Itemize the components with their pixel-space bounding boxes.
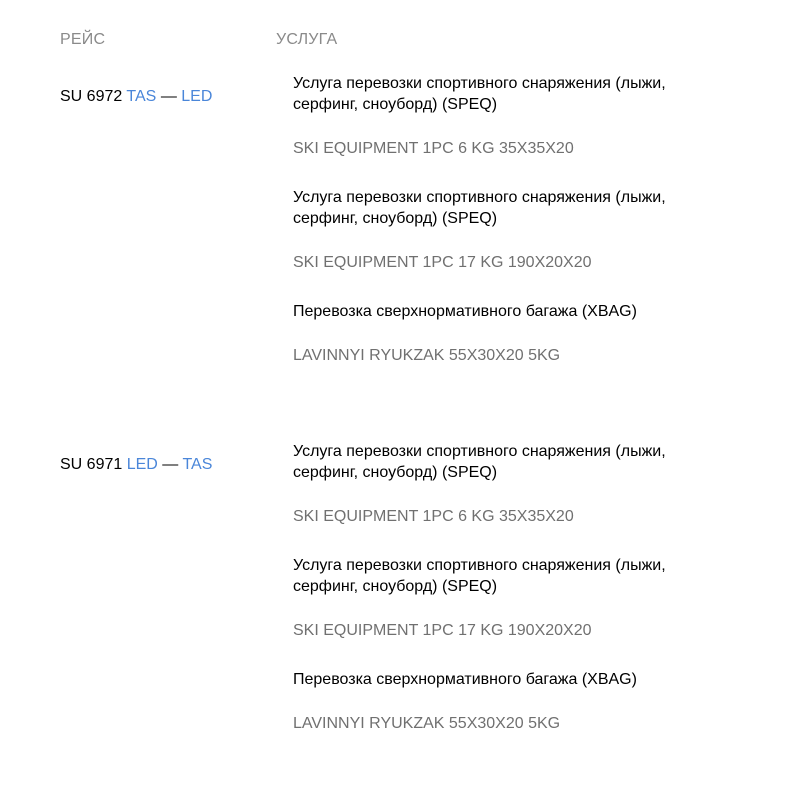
service-name: Услуга перевозки спортивного снаряжения (лыжи, серфинг, сноуборд) (SPEQ) [293, 189, 666, 227]
service-column-header: УСЛУГА [276, 31, 338, 48]
service-detail: SKI EQUIPMENT 1PC 6 KG 35X35X20 [293, 508, 574, 525]
departure-airport-link[interactable]: TAS [126, 88, 157, 105]
service-detail: SKI EQUIPMENT 1PC 17 KG 190X20X20 [293, 254, 592, 271]
service-name: Услуга перевозки спортивного снаряжения (лыжи, серфинг, сноуборд) (SPEQ) [293, 75, 666, 113]
service-item [293, 187, 733, 273]
service-item [293, 441, 733, 527]
flight-number: SU 6972 [60, 88, 123, 105]
service-detail: LAVINNYI RYUKZAK 55X30X20 5KG [293, 715, 561, 732]
flight-label [60, 87, 212, 107]
departure-airport-link[interactable]: LED [126, 456, 158, 473]
service-item [293, 301, 733, 366]
flight-number: SU 6971 [60, 456, 123, 473]
arrival-airport-link[interactable]: LED [181, 88, 213, 105]
service-name: Перевозка сверхнормативного багажа (XBAG) [293, 303, 637, 320]
service-item [293, 669, 733, 734]
arrival-airport-link[interactable]: TAS [182, 456, 213, 473]
service-detail: SKI EQUIPMENT 1PC 17 KG 190X20X20 [293, 622, 592, 639]
service-name: Перевозка сверхнормативного багажа (XBAG) [293, 671, 637, 688]
route-dash: — [160, 88, 177, 105]
service-item [293, 73, 733, 159]
service-name: Услуга перевозки спортивного снаряжения (лыжи, серфинг, сноуборд) (SPEQ) [293, 557, 666, 595]
service-list [293, 441, 733, 762]
service-detail: LAVINNYI RYUKZAK 55X30X20 5KG [293, 347, 561, 364]
table-header [0, 30, 800, 52]
route-dash: — [162, 456, 179, 473]
service-name: Услуга перевозки спортивного снаряжения (лыжи, серфинг, сноуборд) (SPEQ) [293, 443, 666, 481]
flight-column-header: РЕЙС [60, 31, 106, 48]
service-detail: SKI EQUIPMENT 1PC 6 KG 35X35X20 [293, 140, 574, 157]
flight-label [60, 455, 212, 475]
service-item [293, 555, 733, 641]
service-list [293, 73, 733, 394]
